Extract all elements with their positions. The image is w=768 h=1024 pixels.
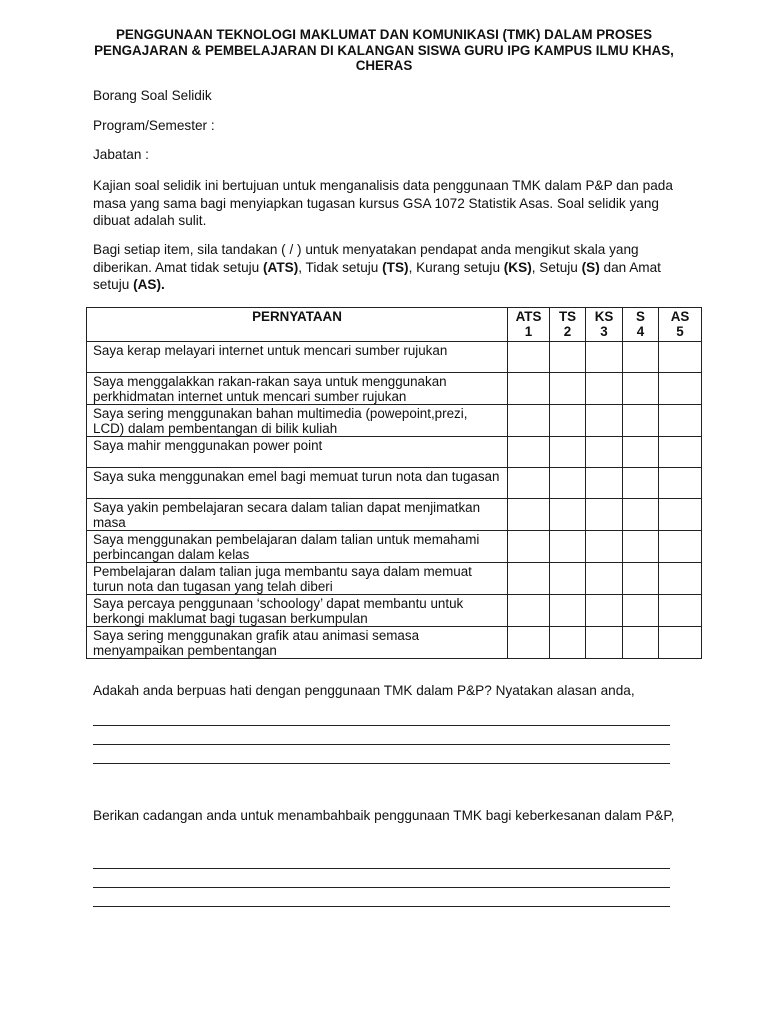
form-name: Borang Soal Selidik	[93, 88, 212, 103]
rating-cell-s[interactable]	[623, 342, 659, 373]
rating-cell-s[interactable]	[623, 595, 659, 627]
answer-line[interactable]	[93, 763, 670, 764]
scale-header	[623, 308, 659, 342]
rating-cell-ks[interactable]	[586, 437, 623, 468]
rating-cell-ts[interactable]	[550, 499, 586, 531]
scale-s: (S)	[581, 259, 600, 275]
rating-cell-ks[interactable]	[586, 405, 623, 437]
rating-cell-ks[interactable]	[586, 499, 623, 531]
statement-cell: Saya mahir menggunakan power point	[87, 437, 508, 468]
rating-cell-s[interactable]	[623, 627, 659, 659]
table-row	[87, 499, 702, 531]
scale-number: 3	[600, 324, 608, 339]
answer-line[interactable]	[93, 868, 670, 869]
instruction-paragraph	[93, 241, 683, 294]
scale-code: S	[636, 309, 645, 324]
scale-code: AS	[670, 309, 690, 324]
scale-code: TS	[558, 309, 577, 324]
scale-ts: (TS)	[382, 259, 409, 275]
table-row	[87, 627, 702, 659]
rating-cell-s[interactable]	[623, 437, 659, 468]
statement-cell: Saya percaya penggunaan ‘schoology’ dapat membantu untuk berkongi maklumat bagi tugasan berkumpulan	[87, 595, 508, 627]
instruction-text: , Tidak setuju	[298, 259, 383, 275]
rating-cell-ts[interactable]	[550, 595, 586, 627]
rating-cell-ats[interactable]	[508, 342, 550, 373]
rating-cell-as[interactable]	[659, 499, 702, 531]
rating-cell-s[interactable]	[623, 499, 659, 531]
survey-title: PENGGUNAAN TEKNOLOGI MAKLUMAT DAN KOMUNIKASI (TMK) DALAM PROSES PENGAJARAN & PEMBELAJARAN DI KALANGAN SISWA GURU IPG KAMPUS ILMU KHAS, CHERAS	[94, 27, 674, 74]
statement-cell: Saya kerap melayari internet untuk mencari sumber rujukan	[87, 342, 508, 373]
scale-as: (AS).	[133, 277, 165, 293]
rating-cell-as[interactable]	[659, 373, 702, 405]
scale-header	[550, 308, 586, 342]
rating-cell-as[interactable]	[659, 468, 702, 499]
rating-cell-ks[interactable]	[586, 468, 623, 499]
scale-number: 4	[636, 324, 645, 339]
scale-code: ATS	[515, 309, 542, 324]
rating-cell-ats[interactable]	[508, 627, 550, 659]
rating-cell-ats[interactable]	[508, 468, 550, 499]
instruction-text: , Setuju	[531, 259, 582, 275]
rating-cell-as[interactable]	[659, 563, 702, 595]
instruction-text: , Kurang setuju	[408, 259, 504, 275]
rating-cell-s[interactable]	[623, 531, 659, 563]
scale-number: 2	[563, 324, 572, 339]
table-row	[87, 437, 702, 468]
rating-cell-s[interactable]	[623, 468, 659, 499]
jabatan-label: Jabatan :	[93, 147, 149, 162]
rating-cell-ts[interactable]	[550, 342, 586, 373]
scale-number: 5	[676, 324, 684, 339]
statement-cell: Saya yakin pembelajaran secara dalam talian dapat menjimatkan masa	[87, 499, 508, 531]
rating-cell-as[interactable]	[659, 437, 702, 468]
instruction-text: dan Amat setuju	[93, 259, 661, 293]
program-semester-label: Program/Semester :	[93, 118, 215, 133]
table-row	[87, 531, 702, 563]
table-row	[87, 563, 702, 595]
statement-cell: Saya menggalakkan rakan-rakan saya untuk menggunakan perkhidmatan internet untuk mencari sumber rujukan	[87, 373, 508, 405]
rating-cell-ats[interactable]	[508, 531, 550, 563]
scale-header	[508, 308, 550, 342]
rating-cell-ts[interactable]	[550, 373, 586, 405]
statement-header: PERNYATAAN	[87, 308, 508, 342]
scale-header	[586, 308, 623, 342]
table-row	[87, 373, 702, 405]
statement-cell: Saya sering menggunakan bahan multimedia (powepoint,prezi, LCD) dalam pembentangan di bilik kuliah	[87, 405, 508, 437]
answer-line[interactable]	[93, 887, 670, 888]
rating-cell-ats[interactable]	[508, 563, 550, 595]
scale-number: 1	[524, 324, 533, 339]
answer-line[interactable]	[93, 744, 670, 745]
rating-cell-ts[interactable]	[550, 531, 586, 563]
table-row	[87, 342, 702, 373]
statement-cell: Pembelajaran dalam talian juga membantu saya dalam memuat turun nota dan tugasan yang telah diberi	[87, 563, 508, 595]
rating-cell-as[interactable]	[659, 531, 702, 563]
scale-header	[659, 308, 702, 342]
question-suggestion: Berikan cadangan anda untuk menambahbaik penggunaan TMK bagi keberkesanan dalam P&P,	[93, 808, 675, 823]
rating-cell-ks[interactable]	[586, 342, 623, 373]
table-row	[87, 468, 702, 499]
instruction-text: Bagi setiap item, sila tandakan ( / ) untuk menyatakan pendapat anda mengikut skala yang diberikan. Amat tidak setuju	[93, 242, 639, 275]
table-header-row	[87, 308, 702, 342]
statement-cell: Saya suka menggunakan emel bagi memuat turun nota dan tugasan	[87, 468, 508, 499]
statement-cell: Saya menggunakan pembelajaran dalam talian untuk memahami perbincangan dalam kelas	[87, 531, 508, 563]
scale-ks: (KS)	[503, 259, 532, 275]
rating-cell-ts[interactable]	[550, 405, 586, 437]
rating-cell-ks[interactable]	[586, 373, 623, 405]
answer-line[interactable]	[93, 725, 670, 726]
rating-cell-ks[interactable]	[586, 563, 623, 595]
rating-cell-s[interactable]	[623, 563, 659, 595]
rating-cell-ats[interactable]	[508, 595, 550, 627]
table-row	[87, 405, 702, 437]
intro-paragraph: Kajian soal selidik ini bertujuan untuk menganalisis data penggunaan TMK dalam P&P dan pada masa yang sama bagi menyiapkan tugasan kursus GSA 1072 Statistik Asas. Soal selidik yang dibuat adalah sulit.	[93, 178, 673, 229]
rating-cell-ts[interactable]	[550, 468, 586, 499]
answer-line[interactable]	[93, 906, 670, 907]
scale-ats: (ATS)	[263, 259, 299, 275]
rating-cell-ks[interactable]	[586, 627, 623, 659]
scale-code: KS	[594, 309, 614, 324]
rating-cell-ks[interactable]	[586, 531, 623, 563]
rating-cell-ats[interactable]	[508, 373, 550, 405]
rating-cell-as[interactable]	[659, 342, 702, 373]
rating-cell-as[interactable]	[659, 595, 702, 627]
rating-cell-s[interactable]	[623, 405, 659, 437]
survey-table	[86, 307, 702, 659]
rating-cell-as[interactable]	[659, 627, 702, 659]
rating-cell-ats[interactable]	[508, 405, 550, 437]
rating-cell-ts[interactable]	[550, 627, 586, 659]
table-row	[87, 595, 702, 627]
rating-cell-as[interactable]	[659, 405, 702, 437]
rating-cell-ts[interactable]	[550, 563, 586, 595]
statement-cell: Saya sering menggunakan grafik atau animasi semasa menyampaikan pembentangan	[87, 627, 508, 659]
rating-cell-ts[interactable]	[550, 437, 586, 468]
question-satisfaction: Adakah anda berpuas hati dengan penggunaan TMK dalam P&P? Nyatakan alasan anda,	[93, 683, 635, 698]
rating-cell-s[interactable]	[623, 373, 659, 405]
rating-cell-ats[interactable]	[508, 437, 550, 468]
rating-cell-ks[interactable]	[586, 595, 623, 627]
rating-cell-ats[interactable]	[508, 499, 550, 531]
